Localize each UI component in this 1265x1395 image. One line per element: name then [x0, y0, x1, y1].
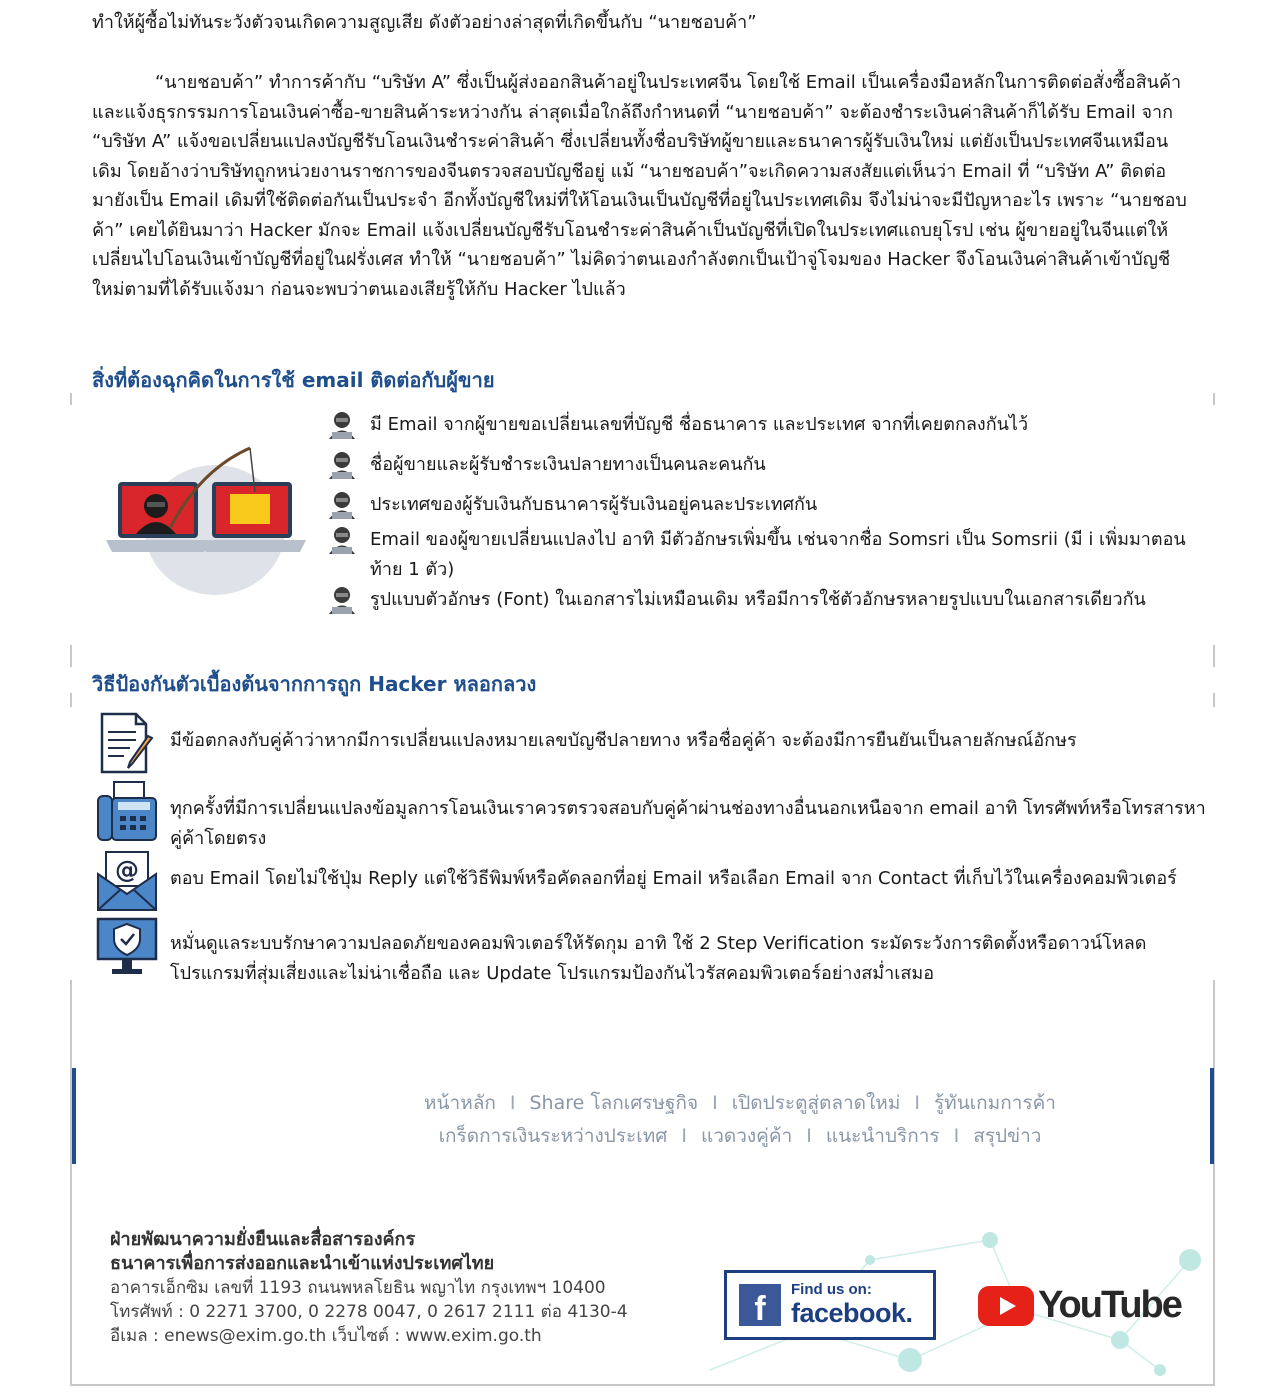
- org-department: ฝ่ายพัฒนาความยั่งยืนและสื่อสารองค์กร: [110, 1229, 416, 1250]
- hacker-icon: [326, 525, 358, 555]
- frame-edge: [70, 1384, 1215, 1386]
- footer-link-home[interactable]: หน้าหลัก: [424, 1092, 496, 1114]
- hacker-icon: [326, 585, 358, 615]
- fax-phone-icon: [96, 780, 158, 842]
- phishing-illustration-icon: [100, 440, 315, 600]
- frame-edge: [70, 645, 72, 667]
- footer-link-trade-game[interactable]: รู้ทันเกมการค้า: [933, 1092, 1056, 1114]
- frame-edge: [1213, 693, 1215, 707]
- warnings-title: สิ่งที่ต้องฉุกคิดในการใช้ email ติดต่อกับผู้ขาย: [92, 368, 495, 392]
- link-separator: I: [712, 1092, 718, 1114]
- youtube-button[interactable]: [978, 1284, 1181, 1327]
- prevention-item: [96, 850, 1206, 912]
- warning-text: มี Email จากผู้ขายขอเปลี่ยนเลขที่บัญชี ชื่อธนาคาร และประเทศ จากที่เคยตกลงกันไว้: [370, 414, 1029, 435]
- hacker-icon: [326, 410, 358, 440]
- prevention-text: ตอบ Email โดยไม่ใช้ปุ่ม Reply แต่ใช้วิธีพิมพ์หรือคัดลอกที่อยู่ Email หรือเลือก Email จาก Contact ที่เก็บไว้ในเครื่องคอมพิวเตอร์: [170, 868, 1177, 889]
- warning-item: [326, 490, 1196, 520]
- warning-text: ประเทศของผู้รับเงินกับธนาคารผู้รับเงินอยู่คนละประเทศกัน: [370, 494, 818, 515]
- frame-edge: [70, 980, 72, 1385]
- youtube-wordmark: YouTube: [1038, 1284, 1181, 1326]
- frame-edge: [1213, 980, 1215, 1385]
- link-separator: I: [681, 1125, 687, 1147]
- warning-item: [326, 585, 1196, 615]
- hacker-icon: [326, 450, 358, 480]
- org-name: ธนาคารเพื่อการส่งออกและนำเข้าแห่งประเทศไทย: [110, 1253, 495, 1274]
- footer-link-share[interactable]: Share โลกเศรษฐกิจ: [529, 1092, 699, 1114]
- facebook-button[interactable]: [724, 1270, 936, 1340]
- org-address: อาคารเอ็กซิม เลขที่ 1193 ถนนพหลโยธิน พญาไท กรุงเทพฯ 10400: [110, 1278, 606, 1298]
- story-paragraph: “นายชอบค้า” ทำการค้ากับ “บริษัท A” ซึ่งเป็นผู้ส่งออกสินค้าอยู่ในประเทศจีน โดยใช้ Email เป็นเครื่องมือหลักในการติดต่อสั่งซื้อสินค้าและแจ้งธุรกรรมการโอนเงินค่าซื้อ-ขายสินค้าระหว่างกัน ล่าสุดเมื่อใกล้ถึงกำหนดที่ “นายชอบค้า” จะต้องชำระเงินค่าสินค้าก็ได้รับ Email จาก “บริษัท A” แจ้งขอเปลี่ยนแปลงบัญชีรับโอนเงินชำระค่าสินค้า ซึ่งเปลี่ยนทั้งชื่อบริษัทผู้ขายและธนาคารผู้รับเงินใหม่ แต่ยังเป็นประเทศจีนเหมือนเดิม โดยอ้างว่าบริษัทถูกหน่วยงานราชการของจีนตรวจสอบบัญชีอยู่ แม้ “นายชอบค้า”จะเกิดความสงสัยแต่เห็นว่า Email ที่ “บริษัท A” ติดต่อมายังเป็น Email เดิมที่ใช้ติดต่อกันเป็นประจำ อีกทั้งบัญชีใหม่ที่ให้โอนเงินเป็นบัญชีที่อยู่ในประเทศเดิม จึงไม่น่าจะมีปัญหาอะไร เพราะ “นายชอบค้า” เคยได้ยินมาว่า Hacker มักจะ Email แจ้งเปลี่ยนบัญชีรับโอนชำระค่าสินค้าเป็นบัญชีที่เปิดในประเทศแถบยุโรป เช่น ผู้ขายอยู่ในจีนแต่ให้เปลี่ยนไปโอนเงินเข้าบัญชีที่อยู่ในฝรั่งเศส ทำให้ “นายชอบค้า” ไม่คิดว่าตนเองกำลังตกเป็นเป้าจู่โจมของ Hacker จึงโอนเงินค่าสินค้าเข้าบัญชีใหม่ตามที่ได้รับแจ้งมา ก่อนจะพบว่าตนเองเสียรู้ให้กับ Hacker ไปแล้ว: [92, 72, 1187, 300]
- footer-link-services[interactable]: แนะนำบริการ: [825, 1125, 940, 1147]
- facebook-find-label: Find us on:: [791, 1281, 872, 1298]
- warning-item: [326, 450, 1196, 480]
- facebook-icon: f: [739, 1284, 781, 1326]
- warning-item: [326, 410, 1196, 440]
- warning-text: Email ของผู้ขายเปลี่ยนแปลงไป อาทิ มีตัวอักษรเพิ่มขึ้น เช่นจากชื่อ Somsri เป็น Somsrii (มี i เพิ่มมาตอนท้าย 1 ตัว): [370, 529, 1186, 580]
- footer-link-new-market[interactable]: เปิดประตูสู่ตลาดใหม่: [731, 1092, 901, 1114]
- frame-edge: [70, 393, 72, 405]
- hacker-icon: [326, 490, 358, 520]
- footer-nav-row: [340, 1087, 1140, 1120]
- youtube-play-icon: [978, 1286, 1034, 1326]
- prevention-item: [96, 915, 1206, 988]
- svg-text:@: @: [115, 856, 139, 884]
- frame-edge: [1213, 645, 1215, 667]
- warning-text: รูปแบบตัวอักษร (Font) ในเอกสารไม่เหมือนเดิม หรือมีการใช้ตัวอักษรหลายรูปแบบในเอกสารเดียวกัน: [370, 589, 1146, 610]
- document-pen-icon: [96, 712, 158, 774]
- prevention-item: [96, 780, 1206, 853]
- link-separator: I: [953, 1125, 960, 1147]
- footer-accent-bar: [1210, 1068, 1214, 1164]
- frame-edge: [1213, 393, 1215, 405]
- warning-item: [326, 525, 1196, 584]
- frame-edge: [70, 693, 72, 707]
- link-separator: I: [509, 1092, 516, 1114]
- prevention-text: ทุกครั้งที่มีการเปลี่ยนแปลงข้อมูลการโอนเงินเราควรตรวจสอบกับคู่ค้าผ่านช่องทางอื่นนอกเหนือจาก email อาทิ โทรศัพท์หรือโทรสารหาคู่ค้าโดยตรง: [170, 798, 1206, 849]
- organization-info: [110, 1228, 670, 1348]
- prevention-item: [96, 712, 1206, 774]
- email-envelope-icon: [96, 850, 158, 912]
- facebook-wordmark: facebook.: [791, 1298, 913, 1328]
- footer-accent-bar: [72, 1068, 76, 1164]
- footer-nav-row: [340, 1120, 1140, 1153]
- org-contact: อีเมล : enews@exim.go.th เว็บไซต์ : www.exim.go.th: [110, 1326, 542, 1346]
- link-separator: I: [806, 1125, 812, 1147]
- shield-monitor-icon: [96, 915, 158, 977]
- org-phone: โทรศัพท์ : 0 2271 3700, 0 2278 0047, 0 2617 2111 ต่อ 4130-4: [110, 1302, 628, 1322]
- warning-text: ชื่อผู้ขายและผู้รับชำระเงินปลายทางเป็นคนละคนกัน: [370, 454, 766, 475]
- footer-link-news-summary[interactable]: สรุปข่าว: [973, 1125, 1042, 1147]
- intro-line: ทำให้ผู้ซื้อไม่ทันระวังตัวจนเกิดความสูญเสีย ดังตัวอย่างล่าสุดที่เกิดขึ้นกับ “นายชอบค้า”: [92, 12, 757, 33]
- prevention-text: หมั่นดูแลระบบรักษาความปลอดภัยของคอมพิวเตอร์ให้รัดกุม อาทิ ใช้ 2 Step Verification ระมัดระวังการติดตั้งหรือดาวน์โหลดโปรแกรมที่สุ่มเสี่ยงและไม่น่าเชื่อถือ และ Update โปรแกรมป้องกันไวรัสคอมพิวเตอร์อย่างสม่ำเสมอ: [170, 933, 1147, 984]
- footer-link-finance-tips[interactable]: เกร็ดการเงินระหว่างประเทศ: [438, 1125, 668, 1147]
- footer-link-partners[interactable]: แวดวงคู่ค้า: [700, 1125, 793, 1147]
- link-separator: I: [914, 1092, 920, 1114]
- prevention-title: วิธีป้องกันตัวเบื้องต้นจากการถูก Hacker หลอกลวง: [92, 672, 537, 696]
- prevention-text: มีข้อตกลงกับคู่ค้าว่าหากมีการเปลี่ยนแปลงหมายเลขบัญชีปลายทาง หรือชื่อคู่ค้า จะต้องมีการยืนยันเป็นลายลักษณ์อักษร: [170, 730, 1077, 751]
